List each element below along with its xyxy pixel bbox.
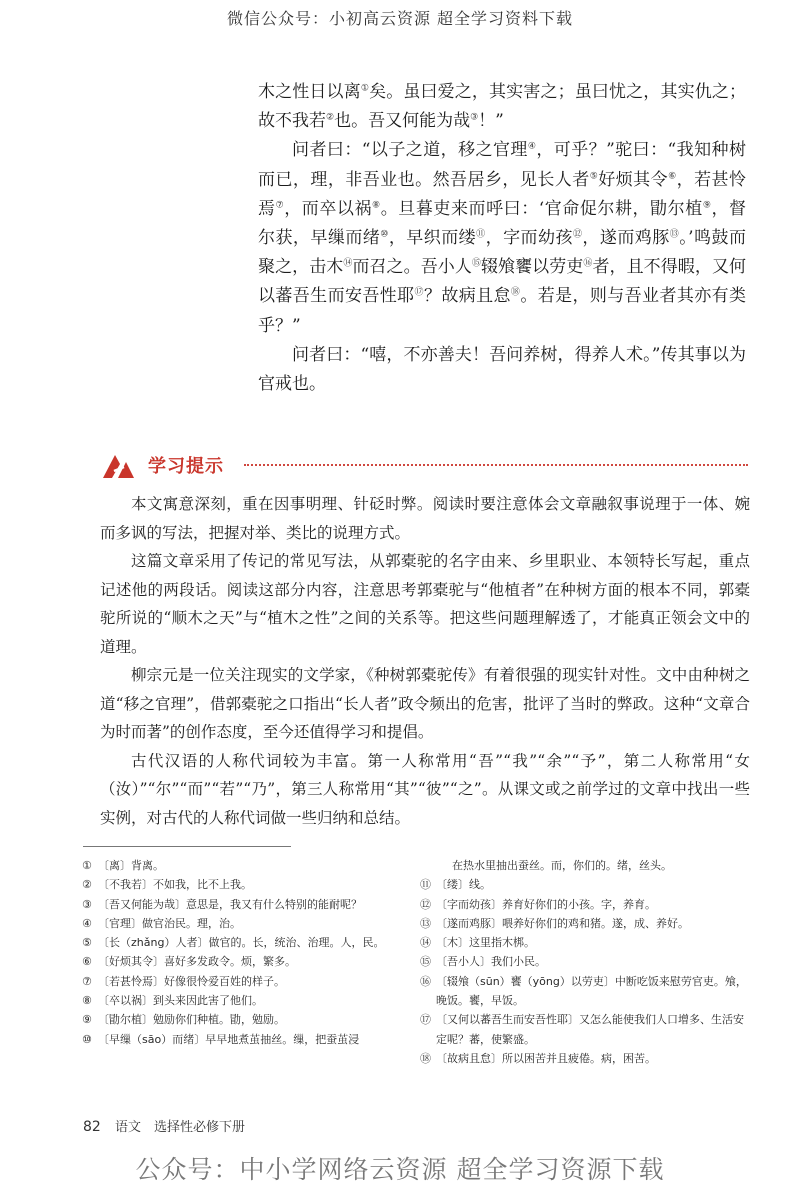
footnotes-right-column	[420, 856, 748, 1068]
footnote-item: ⑯ 〔辍飧（sūn）饔（yōng）以劳吏〕中断吃饭来慰劳官吏。飧，晚饭。饔，早饭。	[420, 974, 747, 1008]
footnote-ref-8[interactable]: ⑧	[372, 200, 381, 211]
tip-paragraph-1: 本文寓意深刻，重在因事明理、针砭时弊。阅读时要注意体会文章融叙事说理于一体、婉而多讽的写法，把握对举、类比的说理方式。	[100, 495, 750, 542]
footnote-item: ⑥ 〔好烦其令〕喜好多发政令。烦，繁多。	[82, 955, 296, 969]
footnote-item: ① 〔离〕背离。	[82, 859, 164, 872]
study-tips-title: 学习提示	[148, 456, 224, 477]
page-footer	[83, 1116, 245, 1135]
footnote-rule	[83, 846, 291, 847]
study-tips-logo-icon	[100, 450, 136, 480]
footnote-item: ⑪ 〔缕〕线。	[420, 878, 491, 892]
lesson-text	[258, 78, 746, 399]
footnote-item: ② 〔不我若〕不如我，比不上我。	[82, 878, 252, 892]
footnote-ref-4[interactable]: ④	[527, 141, 537, 152]
footnote-ref-2[interactable]: ②	[326, 112, 335, 123]
footnote-ref-9[interactable]: ⑨	[702, 200, 712, 211]
paragraph-3: 问者曰：“嘻，不亦善夫！吾问养树，得养人术。”传其事以为官戒也。	[258, 344, 746, 395]
bottom-watermark: 公众号：中小学网络云资源 超全学习资源下载	[135, 1155, 665, 1184]
footnote-ref-17[interactable]: ⑰	[414, 287, 424, 298]
footnote-item: ⑦ 〔若甚怜焉〕好像很怜爱百姓的样子。	[82, 974, 285, 988]
footnote-ref-3[interactable]: ③	[470, 112, 479, 123]
footnotes-left-column	[82, 856, 412, 1049]
footnote-item: ⑮ 〔吾小人〕我们小民。	[420, 955, 546, 969]
page-number: 82	[83, 1119, 101, 1135]
footnote-item: ⑤ 〔长（zhǎng）人者〕做官的。长，统治、治理。人，民。	[82, 936, 385, 950]
footnote-item: ③ 〔吾又何能为哉〕意思是，我又有什么特别的能耐呢？	[82, 897, 362, 911]
footnote-ref-6[interactable]: ⑥	[668, 170, 677, 181]
footnote-item: ⑫ 〔字而幼孩〕养育好你们的小孩。字，养育。	[420, 897, 656, 911]
tip-paragraph-2: 这篇文章采用了传记的常见写法，从郭橐驼的名字由来、乡里职业、本领特长写起，重点记述他的两段话。阅读这部分内容，注意思考郭橐驼与“他植者”在种树方面的根本不同，郭橐驼所说的“顺木之天”与“植木之性”之间的关系等。把这些问题理解透了，才能真正领会文中的道理。	[100, 552, 750, 656]
footnote-continuation: 在热水里抽出蚕丝。而，你们的。绪，丝头。	[452, 859, 672, 872]
footnote-ref-5[interactable]: ⑤	[589, 170, 599, 181]
footnote-item: ⑩ 〔早缫（sāo）而绪〕早早地煮茧抽丝。缫，把蚕茧浸	[82, 1032, 360, 1046]
paragraph-1: 木之性日以离①矣。虽曰爱之，其实害之；虽曰忧之，其实仇之；故不我若②也。吾又何能为哉③！”	[258, 82, 747, 132]
tip-paragraph-4: 古代汉语的人称代词较为丰富。第一人称常用“吾”“我”“余”“予”，第二人称常用“女（汝）”“尔”“而”“若”“乃”，第三人称常用“其”“彼”“之”。从课文或之前学过的文章中找出一些实例，对古代的人称代词做一些归纳和总结。	[100, 751, 750, 827]
tip-paragraph-3: 柳宗元是一位关注现实的文学家，《种树郭橐驼传》有着很强的现实针对性。文中由种树之道“移之官理”，借郭橐驼之口指出“长人者”政令频出的危害，批评了当时的弊政。这种“文章合为时而著”的创作态度，至今还值得学习和提倡。	[100, 666, 750, 741]
footnote-ref-1[interactable]: ①	[360, 83, 370, 94]
footnote-item: ⑬ 〔遂而鸡豚〕喂养好你们的鸡和猪。遂，成、养好。	[420, 916, 689, 930]
footnote-item: ⑭ 〔木〕这里指木梆。	[420, 936, 535, 950]
footnote-ref-11[interactable]: ⑪	[476, 229, 486, 240]
dotted-divider	[244, 464, 748, 466]
study-tips-header	[100, 450, 748, 482]
footnote-item: ⑧ 〔卒以祸〕到头来因此害了他们。	[82, 994, 263, 1008]
footnote-ref-14[interactable]: ⑭	[343, 258, 353, 269]
footnote-item: ⑱ 〔故病且怠〕所以困苦并且疲倦。病，困苦。	[420, 1051, 656, 1065]
footnote-ref-12[interactable]: ⑫	[572, 229, 583, 240]
footnote-item: ⑰ 〔又何以蕃吾生而安吾性耶〕又怎么能使我们人口增多、生活安定呢？蕃，使繁盛。	[420, 1013, 744, 1046]
footnote-ref-7[interactable]: ⑦	[275, 200, 285, 211]
top-watermark: 微信公众号：小初高云资源 超全学习资料下载	[226, 9, 574, 28]
footnote-item: ⑨ 〔勖尔植〕勉励你们种植。勖，勉励。	[82, 1013, 285, 1027]
footnote-ref-16[interactable]: ⑯	[583, 258, 593, 269]
study-tips-body	[100, 490, 750, 832]
footnote-ref-10[interactable]: ⑩	[380, 229, 389, 240]
footnote-ref-15[interactable]: ⑮	[471, 258, 481, 269]
book-title: 语文 选择性必修下册	[114, 1120, 245, 1135]
footnote-ref-13[interactable]: ⑬	[669, 229, 680, 240]
footnote-item: ④ 〔官理〕做官治民。理，治。	[82, 916, 241, 930]
footnote-ref-18[interactable]: ⑱	[510, 287, 521, 298]
paragraph-2: 问者曰：“以子之道，移之官理④，可乎？”驼曰：“我知种树而已，理，非吾业也。然吾居乡，见长人者⑤好烦其令⑥，若甚怜焉⑦，而卒以祸⑧。旦暮吏来而呼曰：‘官命促尔耕，勖尔植⑨，督尔获，早缫而绪⑩，早织而缕⑪，字而幼孩⑫，遂而鸡豚⑬。’鸣鼓而聚之，击木⑭而召之。吾小人⑮辍飧饔以劳吏⑯者，且不得暇，又何以蕃吾生而安吾性耶⑰？故病且怠⑱。若是，则与吾业者其亦有类乎？”	[258, 140, 747, 336]
